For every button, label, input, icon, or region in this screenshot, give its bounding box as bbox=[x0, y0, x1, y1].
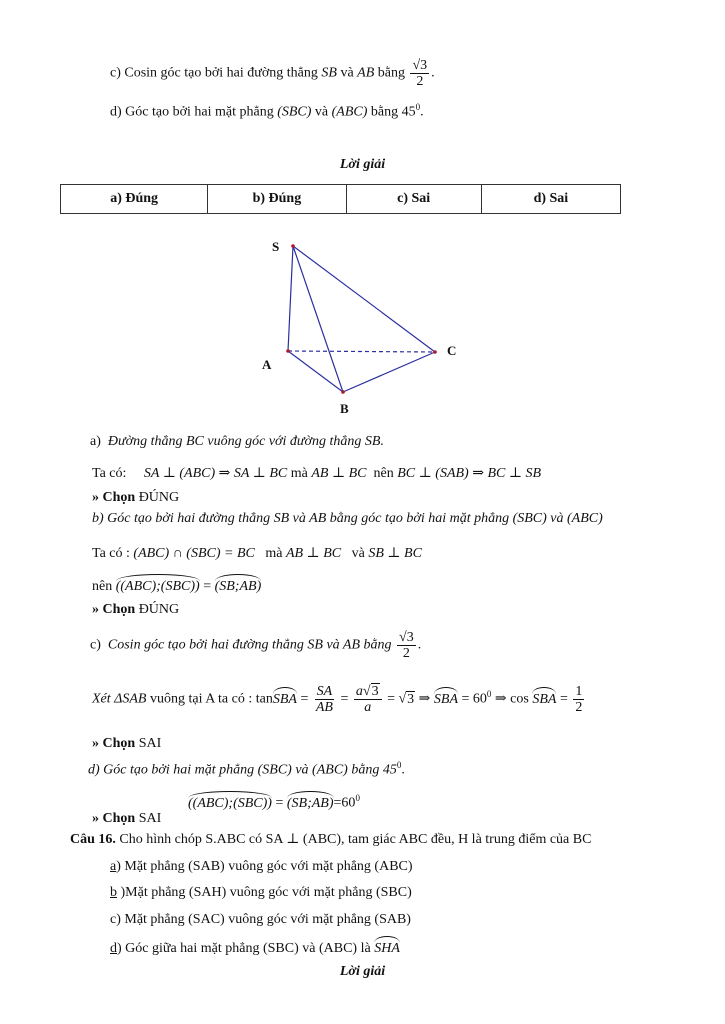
sol-b-angle-lines: (SB;AB) bbox=[214, 579, 262, 594]
sol-b-expr3: SB ⊥ BC bbox=[368, 546, 422, 561]
sol-c-vuong: vuông tại A ta có : bbox=[149, 691, 253, 707]
sol-d-val-deg: 0 bbox=[355, 793, 360, 803]
sol-d-result-text: SAI bbox=[138, 811, 162, 826]
q15-c-text: c) Cosin góc tạo bởi hai đường thẳng bbox=[110, 65, 318, 81]
sol-c-eq-1: = bbox=[300, 691, 309, 707]
sol-c-sba-2: SBA bbox=[433, 691, 459, 707]
sol-d-stmt: d) Góc tạo bởi hai mặt phẳng (SBC) và (ABC) bằng 45 bbox=[88, 762, 397, 778]
sol-d-statement: d) Góc tạo bởi hai mặt phẳng (SBC) và (ABC) bằng $45^0$. bbox=[88, 760, 405, 778]
answer-d: d) Sai bbox=[481, 185, 620, 214]
sol-c-prefix: c) bbox=[90, 637, 101, 653]
q15-d-deg: 0 bbox=[415, 102, 421, 112]
q16-a-text: ) Mặt phẳng (SAB) vuông góc với mặt phẳng (ABC) bbox=[116, 859, 413, 874]
label-s: S bbox=[272, 239, 280, 254]
sol-a-ma: mà bbox=[290, 466, 308, 481]
sol-a-expr1: SA ⊥ (ABC) ⇒ SA ⊥ BC bbox=[143, 466, 288, 481]
sol-a-result-text: ĐÚNG bbox=[138, 490, 180, 505]
label-a: A bbox=[262, 357, 272, 372]
sol-c-f1-num: SA bbox=[316, 684, 333, 699]
q15-d-text: d) Góc tạo bởi hai mặt phẳng bbox=[110, 104, 274, 120]
q15-d-val: 45 bbox=[401, 104, 416, 120]
solution-heading-1-text: Lời giải bbox=[339, 157, 386, 172]
q15-c-num: √3 bbox=[412, 58, 428, 73]
sol-c-half bbox=[573, 684, 584, 715]
sol-c-chon: » Chọn bbox=[92, 736, 136, 751]
sol-d-angle-lines: (SB;AB) bbox=[286, 795, 334, 811]
answer-table bbox=[60, 184, 621, 214]
vertex-c bbox=[433, 350, 437, 354]
sol-c-proof: Xét ΔSAB vuông tại A ta có : tanSBA = $\frac{SA}{AB}$ = $\frac{a√3}{a}$ = √3 ⇒ SBA = $60^0$ ⇒ cos SBA = $\frac{1}{2}$ bbox=[92, 684, 583, 715]
answer-b: b) Đúng bbox=[208, 185, 346, 214]
sol-b-proof bbox=[92, 545, 422, 563]
q15-c-den: 2 bbox=[416, 74, 424, 89]
sol-c-cos: cos bbox=[510, 691, 529, 707]
q15-d-abc: (ABC) bbox=[331, 104, 368, 120]
sol-a-proof bbox=[92, 465, 541, 483]
sol-b-angle-planes: ((ABC);(SBC)) bbox=[115, 579, 200, 594]
q15-option-d: d) Góc tạo bởi hai mặt phẳng (SBC) và (ABC) bằng $45^0$. bbox=[110, 102, 424, 120]
vertex-s bbox=[291, 244, 295, 248]
vertex-b bbox=[341, 390, 345, 394]
sol-c-tri: ΔSAB bbox=[114, 691, 147, 707]
label-b: B bbox=[340, 401, 349, 416]
solution-heading-1 bbox=[0, 156, 725, 174]
q16-option-b bbox=[110, 884, 412, 902]
q15-d-bang: bằng bbox=[370, 104, 399, 120]
sol-b-statement bbox=[92, 510, 603, 528]
sol-a-chon: » Chọn bbox=[92, 490, 136, 505]
sol-b-nen: nên bbox=[92, 579, 113, 594]
q16-d-angle: SHA bbox=[374, 941, 400, 956]
q16-b-text: )Mặt phẳng (SAH) vuông góc với mặt phẳng (SBC) bbox=[117, 885, 412, 900]
sol-c-num: √3 bbox=[399, 630, 414, 645]
label-c: C bbox=[447, 343, 457, 358]
q15-option-c: c) Cosin góc tạo bởi hai đường thẳng SB và AB bằng $\frac{√3}{2}$ . bbox=[110, 58, 435, 89]
sol-c-sba-1: SBA bbox=[272, 691, 297, 707]
sol-c-fraction bbox=[397, 630, 416, 661]
sol-c-xet: Xét bbox=[92, 691, 111, 707]
q15-c-fraction bbox=[410, 58, 429, 89]
answer-a: a) Đúng bbox=[61, 185, 208, 214]
solution-heading-2-text: Lời giải bbox=[339, 964, 386, 979]
q15-c-va: và bbox=[340, 65, 354, 81]
sol-c-half-num: 1 bbox=[575, 684, 583, 699]
sol-c-r3: 3 bbox=[407, 691, 415, 707]
edge-bc bbox=[343, 352, 435, 392]
q16-b-letter: b bbox=[110, 885, 117, 900]
sol-c-eq-2: = bbox=[340, 691, 349, 707]
sol-b-conclusion bbox=[92, 578, 261, 596]
sol-c-statement: c) Cosin góc tạo bởi hai đường thẳng SB và AB bằng $\frac{√3}{2}$ . bbox=[90, 630, 422, 661]
sol-c-sba-3: SBA bbox=[532, 691, 557, 707]
q16-text: Cho hình chóp S.ABC có SA ⊥ (ABC), tam giác ABC đều, H là trung điểm của BC bbox=[119, 832, 592, 847]
solution-heading-2 bbox=[0, 963, 725, 981]
sol-c-sixty: 60 bbox=[472, 691, 487, 707]
sol-c-eq-5: = bbox=[559, 691, 568, 707]
q16-label: Câu 16. bbox=[70, 832, 116, 847]
edge-ab bbox=[288, 351, 343, 392]
sol-b-expr1: (ABC) ∩ (SBC) = BC bbox=[133, 546, 255, 561]
sol-c-frac2: $\frac{a√3}{a}$ bbox=[354, 684, 382, 715]
sol-d-result bbox=[92, 810, 161, 828]
sol-c-deg: 0 bbox=[486, 689, 492, 700]
q15-c-sb: SB bbox=[321, 65, 337, 81]
q15-c-ab: AB bbox=[357, 65, 375, 81]
sol-d-chon: » Chọn bbox=[92, 811, 136, 826]
sol-a-stmt: Đường thẳng BC vuông góc với đường thẳng SB. bbox=[107, 434, 384, 449]
q16-option-a bbox=[110, 858, 413, 876]
pyramid-figure bbox=[250, 230, 470, 420]
sol-c-frac1 bbox=[314, 684, 335, 715]
q16-option-c bbox=[110, 911, 411, 929]
q16-a-letter: a bbox=[110, 859, 117, 874]
q16-d-letter: d bbox=[110, 941, 117, 956]
sol-c-f1-den: AB bbox=[315, 700, 333, 715]
sol-c-f2-r: 3 bbox=[371, 684, 379, 699]
sol-b-va: và bbox=[351, 546, 365, 561]
sol-a-nen: nên bbox=[373, 466, 394, 481]
q16-stem bbox=[70, 831, 591, 849]
sol-c-result-text: SAI bbox=[138, 736, 162, 751]
edge-sa bbox=[288, 246, 293, 351]
sol-c-stmt: Cosin góc tạo bởi hai đường thẳng SB và AB bằng bbox=[107, 637, 392, 653]
q16-d-text: ) Góc giữa hai mặt phẳng (SBC) và (ABC) là bbox=[117, 941, 371, 956]
sol-c-eq-4: = bbox=[461, 691, 470, 707]
sol-a-expr3: BC ⊥ (SAB) ⇒ BC ⊥ SB bbox=[397, 466, 542, 481]
q15-d-sbc: (SBC) bbox=[277, 104, 312, 120]
sol-d-formula bbox=[188, 789, 360, 813]
sol-b-chon: » Chọn bbox=[92, 602, 136, 617]
q16-option-d bbox=[110, 940, 400, 958]
sol-d-deg: 0 bbox=[396, 760, 402, 770]
vertex-a bbox=[286, 349, 290, 353]
sol-c-result bbox=[92, 735, 161, 753]
edge-ac-hidden bbox=[288, 351, 435, 352]
sol-b-taco: Ta có : bbox=[92, 546, 130, 561]
q15-c-bang: bằng bbox=[377, 65, 405, 81]
sol-c-f2-a: a bbox=[355, 684, 363, 699]
sol-b-result bbox=[92, 601, 179, 619]
answer-row bbox=[61, 185, 621, 214]
sol-b-result-text: ĐÚNG bbox=[138, 602, 180, 617]
sol-d-angle-planes: ((ABC);(SBC)) bbox=[188, 795, 272, 811]
sol-b-stmt: b) Góc tạo bởi hai đường thẳng SB và AB bằng góc tạo bởi hai mặt phẳng (SBC) và (ABC) bbox=[92, 511, 603, 526]
sol-b-ma: mà bbox=[265, 546, 283, 561]
sol-d-val: =60 bbox=[333, 795, 356, 811]
sol-a-expr2: AB ⊥ BC bbox=[311, 466, 367, 481]
edge-sc bbox=[293, 246, 435, 352]
answer-c: c) Sai bbox=[346, 185, 481, 214]
sol-a-prefix: a) bbox=[90, 434, 101, 449]
q15-d-va: và bbox=[314, 104, 329, 120]
q16-c-text: c) Mặt phẳng (SAC) vuông góc với mặt phẳng (SAB) bbox=[110, 912, 411, 927]
sol-c-f2-den: a bbox=[364, 700, 372, 715]
sol-c-den: 2 bbox=[402, 646, 410, 661]
sol-a-taco: Ta có: bbox=[92, 466, 127, 481]
sol-c-eq-3: = bbox=[387, 691, 395, 707]
sol-c-tan: tan bbox=[255, 691, 273, 707]
sol-c-half-den: 2 bbox=[575, 700, 583, 715]
sol-a-result bbox=[92, 489, 179, 507]
sol-a-statement bbox=[90, 433, 384, 451]
sol-b-eq: = bbox=[203, 579, 212, 594]
sol-b-expr2: AB ⊥ BC bbox=[285, 546, 342, 561]
sol-d-eq: = bbox=[275, 795, 284, 811]
edge-sb bbox=[293, 246, 343, 392]
